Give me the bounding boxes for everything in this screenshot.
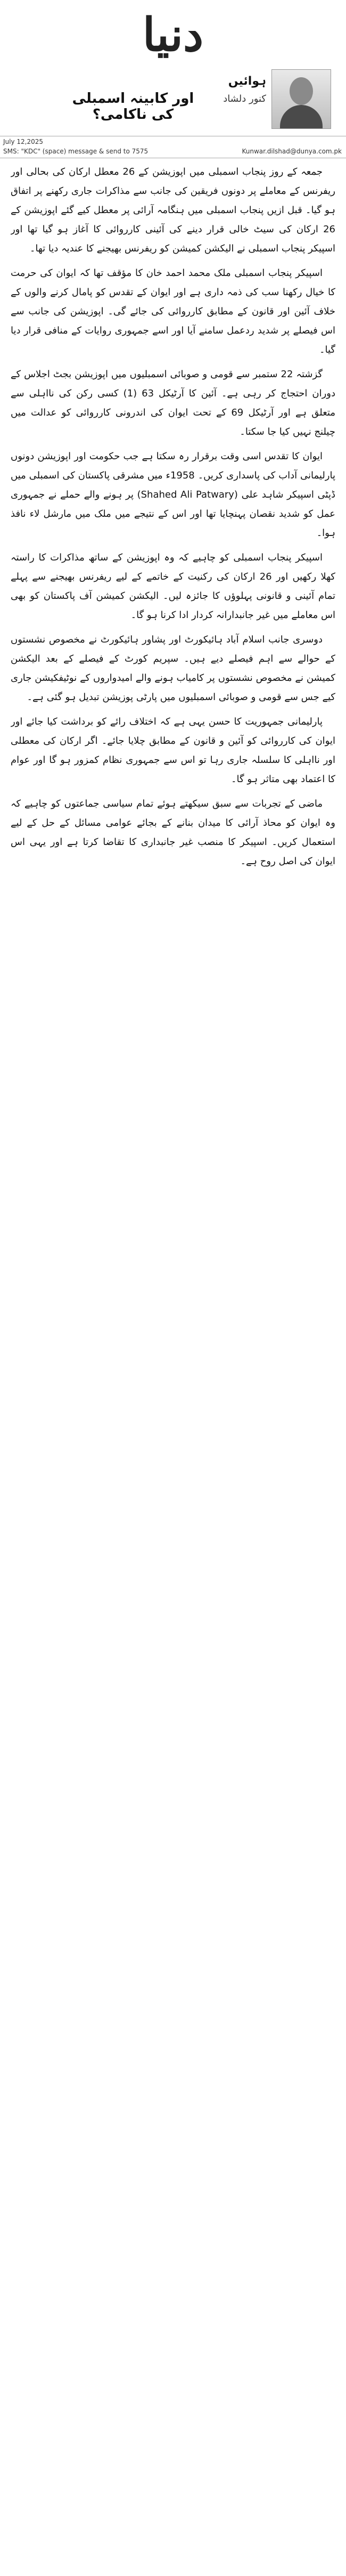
- author-photo-head-icon: [290, 77, 313, 105]
- author-name: کنور دلشاد: [223, 93, 266, 104]
- author-photo: [271, 69, 331, 129]
- masthead: [0, 0, 346, 133]
- article-paragraph: جمعہ کے روز پنجاب اسمبلی میں اپوزیشن کے 26 معطل ارکان کی بحالی اور ریفرنس کے معاملے پر دونوں فریقین کی جانب سے مذاکرات جاری رکھنے پر اتفاق ہو گیا۔ قبل ازیں پنجاب اسمبلی میں ہنگامہ آرائی پر معطل کیے گئے اپوزیشن کے 26 ارکان کی سیٹ خالی قرار دینے کی آئینی کارروائی کا آغاز ہو گیا تھا اور اسپیکر پنجاب اسمبلی نے الیکشن کمیشن کو ریفرنس بھیجنے کا عندیہ دیا تھا۔: [11, 166, 335, 254]
- article-paragraph: گزشتہ 22 ستمبر سے قومی و صوبائی اسمبلیوں میں اپوزیشن بجٹ اجلاس کے دوران احتجاج کر رہی ہے۔ آئین کا آرٹیکل 63 (1) کسی رکن کی نااہلی سے متعلق ہے اور آرٹیکل 69 کے تحت ایوان کی اندرونی کارروائی کو عدالت میں چیلنج نہیں کیا جا سکتا۔: [11, 369, 335, 437]
- publish-date: July 12,2025: [3, 138, 44, 145]
- article-paragraph: پارلیمانی جمہوریت کا حسن یہی ہے کہ اختلاف رائے کو برداشت کیا جائے اور ایوان کی کارروائی کو آئین و قانون کے مطابق چلایا جائے۔ اگر ارکان کی معطلی اور نااہلی کا سلسلہ جاری رہا تو اس سے جمہوری نظام کمزور ہو گا اور عوام کا اعتماد بھی متاثر ہو گا۔: [11, 716, 335, 785]
- info-bar: [0, 136, 346, 158]
- article-paragraph: ایوان کا تقدس اسی وقت برقرار رہ سکتا ہے جب حکومت اور اپوزیشن دونوں پارلیمانی آداب کی پاسداری کریں۔ 1958ء میں مشرقی پاکستان کی اسمبلی میں ڈپٹی اسپیکر شاہد علی (Shahed Ali Patwary) پر ہونے والے حملے نے جمہوری عمل کو شدید نقصان پہنچایا تھا اور اس کے نتیجے میں ملک میں مارشل لاء نافذ ہوا۔: [11, 451, 335, 539]
- article-headline: اور کابینہ اسمبلی کی ناکامی؟: [72, 91, 194, 123]
- article-body: [11, 162, 335, 2565]
- article-paragraph: اسپیکر پنجاب اسمبلی ملک محمد احمد خان کا مؤقف تھا کہ ایوان کی حرمت کا خیال رکھنا سب کی ذمہ داری ہے اور ایوان کے تقدس کو پامال کرنے والوں کے خلاف آئین اور قانون کے مطابق کارروائی کی جائے گی۔ اپوزیشن کی جانب سے اس فیصلے پر شدید ردعمل سامنے آیا اور اسے جمہوری روایات کے منافی قرار دیا گیا۔: [11, 267, 335, 355]
- newspaper-logo: دنیا: [142, 7, 204, 62]
- column-name: ہوائیں: [228, 75, 266, 88]
- article-paragraph: اسپیکر پنجاب اسمبلی کو چاہیے کہ وہ اپوزیشن کے ساتھ مذاکرات کا راستہ کھلا رکھیں اور 26 ارکان کی رکنیت کے خاتمے کے لیے ریفرنس بھیجنے سے پہلے تمام آئینی و قانونی پہلوؤں کا جائزہ لیں۔ الیکشن کمیشن آف پاکستان کو بھی اس معاملے میں غیر جانبدارانہ کردار ادا کرنا ہو گا۔: [11, 552, 335, 621]
- author-email: Kunwar.dilshad@dunya.com.pk: [242, 148, 342, 155]
- sms-instructions: SMS: "KDC" (space) message & send to 7575: [3, 148, 149, 155]
- article-paragraph: ماضی کے تجربات سے سبق سیکھتے ہوئے تمام سیاسی جماعتوں کو چاہیے کہ وہ ایوان کو محاذ آرائی کا میدان بنانے کے بجائے عوامی مسائل کے حل کے لیے استعمال کریں۔ اسپیکر کا منصب غیر جانبداری کا تقاضا کرتا ہے اور یہی اس ایوان کی اصل روح ہے۔: [11, 798, 335, 867]
- author-photo-body-icon: [280, 105, 323, 128]
- article-paragraph: دوسری جانب اسلام آباد ہائیکورٹ اور پشاور ہائیکورٹ نے مخصوص نشستوں کے حوالے سے اہم فیصلے دیے ہیں۔ سپریم کورٹ کے فیصلے کے بعد الیکشن کمیشن نے مخصوص نشستوں پر کامیاب ہونے والے امیدواروں کے نوٹیفکیشن جاری کیے جس سے قومی و صوبائی اسمبلیوں میں پارٹی پوزیشن تبدیل ہو گئی ہے۔: [11, 634, 335, 703]
